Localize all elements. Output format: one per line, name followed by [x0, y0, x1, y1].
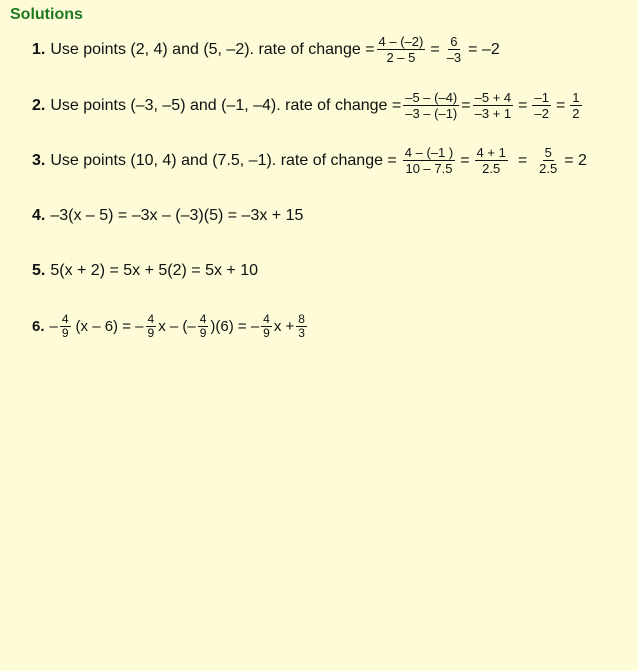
numerator: 5 — [544, 145, 552, 160]
minus-sign: – — [49, 318, 58, 335]
fraction — [445, 34, 463, 65]
solution-number: 6. — [32, 318, 45, 335]
denominator: –3 — [446, 50, 462, 65]
expression-text: x + — [273, 318, 295, 335]
denominator: 3 — [298, 326, 305, 340]
denominator: 2 — [572, 106, 580, 121]
solution-text: –3(x – 5) = –3x – (–3)(5) = –3x + 15 — [50, 207, 304, 224]
denominator: –3 + 1 — [474, 106, 512, 121]
result: = –2 — [468, 40, 500, 58]
numerator: 1 — [572, 90, 580, 105]
denominator: –3 – (–1) — [405, 106, 458, 121]
denominator: 2.5 — [539, 161, 558, 176]
equals-sign: = — [461, 96, 471, 114]
fraction — [570, 90, 581, 121]
numerator: 4 — [147, 312, 155, 326]
fraction — [537, 145, 559, 176]
expression-text: )(6) = – — [210, 318, 260, 335]
denominator: 9 — [263, 326, 270, 340]
numerator: 4 – (–2) — [378, 34, 424, 49]
solution-6 — [32, 313, 309, 340]
numerator: 4 — [199, 312, 207, 326]
fraction — [403, 145, 455, 176]
denominator: –2 — [534, 106, 549, 121]
solution-1 — [32, 34, 503, 65]
expression-text: x – (– — [158, 318, 196, 335]
numerator: 4 + 1 — [476, 145, 506, 160]
numerator: –1 — [534, 90, 549, 105]
equals-sign: = — [555, 96, 566, 114]
denominator: 9 — [61, 326, 69, 340]
solution-5 — [32, 262, 258, 280]
fraction — [377, 34, 426, 65]
equals-sign: = — [518, 96, 528, 114]
equals-sign: = — [517, 151, 528, 169]
numerator: –5 – (–4) — [405, 90, 458, 105]
fraction — [60, 313, 71, 340]
numerator: 4 — [263, 312, 270, 326]
solution-text: 5(x + 2) = 5x + 5(2) = 5x + 10 — [50, 262, 259, 279]
numerator: 6 — [450, 34, 458, 49]
denominator: 2.5 — [482, 161, 501, 176]
denominator: 10 – 7.5 — [405, 161, 453, 176]
solution-number: 4. — [32, 207, 46, 224]
equals-sign: = — [430, 40, 440, 58]
expression-text: (x – 6) = – — [75, 318, 144, 335]
solution-number: 5. — [32, 262, 46, 279]
page-title: Solutions — [10, 6, 83, 23]
solution-number: 2. — [32, 96, 46, 114]
solution-number: 3. — [32, 151, 46, 169]
denominator: 9 — [147, 326, 155, 340]
fraction — [403, 90, 459, 121]
denominator: 9 — [199, 326, 207, 340]
fraction — [146, 313, 157, 340]
fraction — [261, 313, 272, 340]
fraction — [475, 145, 508, 176]
solution-3 — [32, 145, 590, 176]
numerator: 4 — [61, 312, 69, 326]
result: = 2 — [564, 151, 587, 169]
fraction — [198, 313, 209, 340]
numerator: 8 — [298, 312, 305, 326]
denominator: 2 – 5 — [386, 50, 416, 65]
solution-4 — [32, 207, 303, 225]
solution-number: 1. — [32, 40, 46, 58]
solution-text: Use points (2, 4) and (5, –2). rate of change = — [50, 40, 375, 58]
fraction — [473, 90, 514, 121]
fraction — [532, 90, 550, 121]
solution-2 — [32, 90, 584, 121]
solution-text: Use points (10, 4) and (7.5, –1). rate of change = — [50, 151, 397, 169]
solution-text: Use points (–3, –5) and (–1, –4). rate of change = — [50, 96, 402, 114]
fraction — [296, 313, 307, 340]
numerator: –5 + 4 — [474, 90, 512, 105]
numerator: 4 – (–1 ) — [404, 145, 454, 160]
equals-sign: = — [460, 151, 470, 169]
